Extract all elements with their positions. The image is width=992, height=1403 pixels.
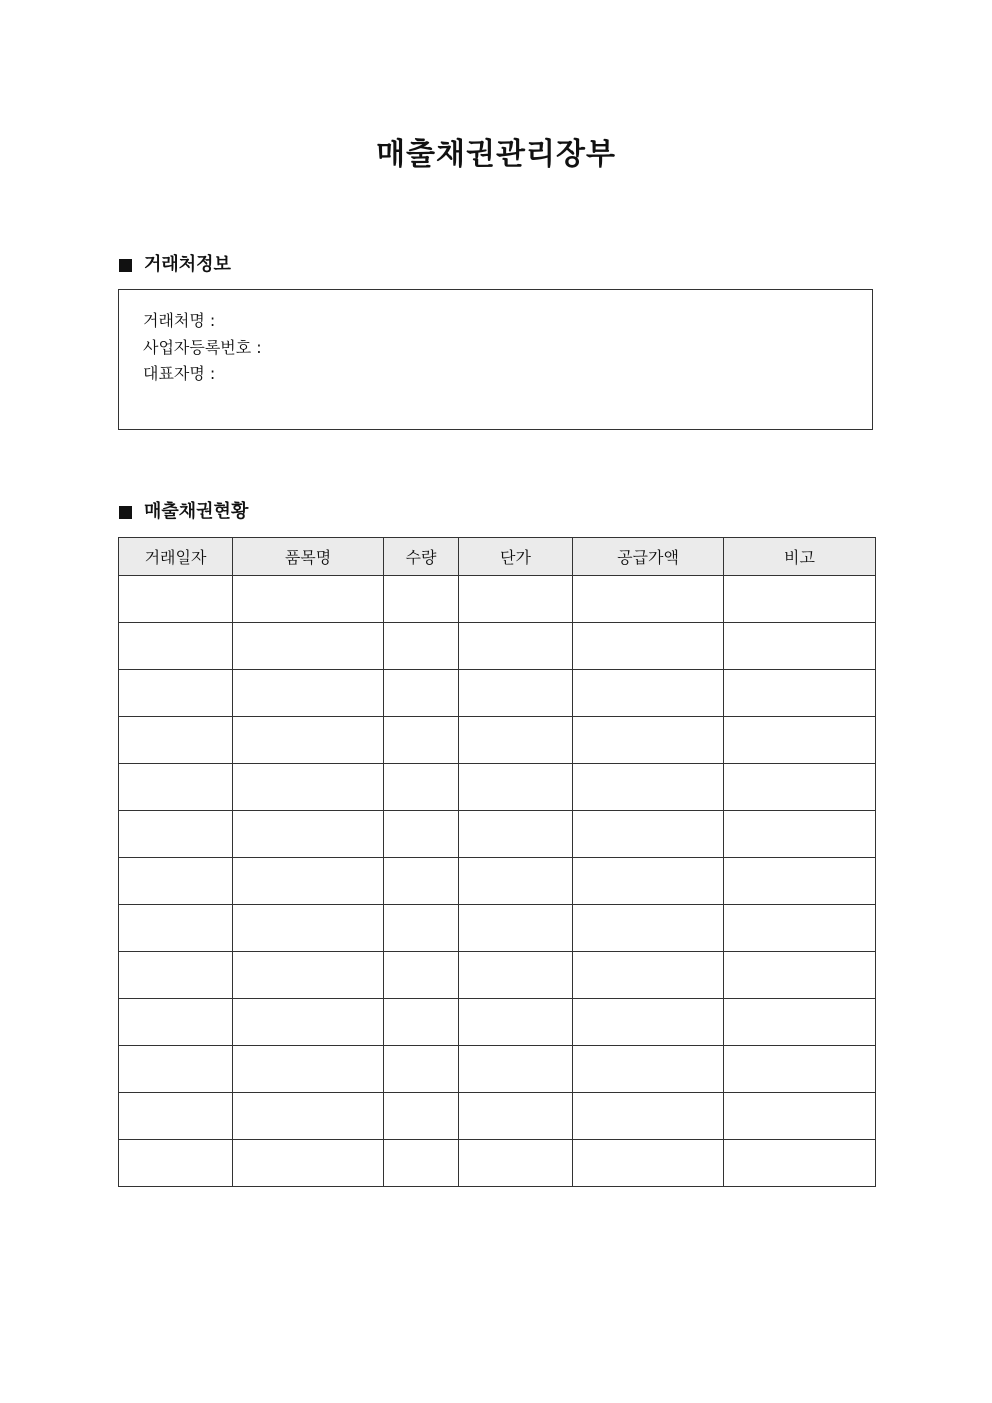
cell-date [119, 811, 233, 858]
cell-remarks [724, 670, 876, 717]
cell-quantity [384, 905, 459, 952]
cell-unit-price [459, 670, 573, 717]
cell-quantity [384, 1093, 459, 1140]
table-body [119, 576, 876, 1187]
cell-quantity [384, 576, 459, 623]
cell-date [119, 576, 233, 623]
cell-quantity [384, 811, 459, 858]
cell-supply-amount [573, 999, 724, 1046]
cell-unit-price [459, 1140, 573, 1187]
cell-supply-amount [573, 717, 724, 764]
cell-quantity [384, 1046, 459, 1093]
cell-remarks [724, 952, 876, 999]
column-header-quantity: 수량 [384, 538, 459, 576]
cell-date [119, 764, 233, 811]
table-row [119, 1093, 876, 1140]
cell-unit-price [459, 1046, 573, 1093]
cell-supply-amount [573, 952, 724, 999]
table-row [119, 623, 876, 670]
table-row [119, 952, 876, 999]
client-info-heading [119, 253, 231, 277]
cell-date [119, 717, 233, 764]
cell-quantity [384, 623, 459, 670]
cell-item [233, 670, 384, 717]
table-row [119, 576, 876, 623]
cell-date [119, 858, 233, 905]
cell-supply-amount [573, 905, 724, 952]
representative-name-field: 대표자명 : [143, 364, 216, 383]
cell-date [119, 999, 233, 1046]
cell-supply-amount [573, 576, 724, 623]
cell-remarks [724, 764, 876, 811]
client-name-field: 거래처명 : [143, 311, 216, 330]
cell-unit-price [459, 623, 573, 670]
receivables-table [118, 537, 876, 1187]
cell-item [233, 623, 384, 670]
cell-quantity [384, 717, 459, 764]
table-header-row [119, 538, 876, 576]
cell-item [233, 905, 384, 952]
cell-supply-amount [573, 1046, 724, 1093]
column-header-date: 거래일자 [119, 538, 233, 576]
table-row [119, 764, 876, 811]
cell-item [233, 1140, 384, 1187]
cell-supply-amount [573, 1093, 724, 1140]
cell-item [233, 1093, 384, 1140]
cell-unit-price [459, 576, 573, 623]
table-row [119, 1046, 876, 1093]
business-number-field: 사업자등록번호 : [143, 337, 262, 357]
cell-remarks [724, 1046, 876, 1093]
page-title: 매출채권관리장부 [376, 137, 616, 172]
cell-date [119, 623, 233, 670]
cell-remarks [724, 717, 876, 764]
cell-item [233, 717, 384, 764]
table-row [119, 858, 876, 905]
cell-item [233, 764, 384, 811]
cell-date [119, 905, 233, 952]
table-row [119, 670, 876, 717]
receivables-table-wrap [118, 537, 875, 1187]
cell-supply-amount [573, 764, 724, 811]
cell-quantity [384, 952, 459, 999]
square-bullet-icon [119, 259, 132, 272]
table-row [119, 999, 876, 1046]
cell-quantity [384, 670, 459, 717]
client-info-heading-label: 거래처정보 [144, 254, 231, 275]
cell-item [233, 1046, 384, 1093]
table-row [119, 717, 876, 764]
cell-supply-amount [573, 623, 724, 670]
cell-supply-amount [573, 811, 724, 858]
client-info-box [118, 289, 873, 430]
square-bullet-icon [119, 506, 132, 519]
cell-remarks [724, 858, 876, 905]
cell-date [119, 952, 233, 999]
cell-unit-price [459, 764, 573, 811]
column-header-item: 품목명 [233, 538, 384, 576]
cell-unit-price [459, 1093, 573, 1140]
cell-item [233, 858, 384, 905]
cell-remarks [724, 905, 876, 952]
cell-remarks [724, 623, 876, 670]
cell-date [119, 670, 233, 717]
client-info-fields [143, 308, 262, 388]
column-header-remarks: 비고 [724, 538, 876, 576]
table-row [119, 905, 876, 952]
cell-supply-amount [573, 670, 724, 717]
cell-unit-price [459, 999, 573, 1046]
receivables-heading [119, 500, 248, 524]
cell-item [233, 999, 384, 1046]
cell-remarks [724, 1093, 876, 1140]
cell-supply-amount [573, 1140, 724, 1187]
receivables-heading-label: 매출채권현황 [144, 501, 249, 522]
cell-date [119, 1046, 233, 1093]
cell-date [119, 1093, 233, 1140]
cell-unit-price [459, 858, 573, 905]
cell-quantity [384, 858, 459, 905]
cell-quantity [384, 764, 459, 811]
cell-supply-amount [573, 858, 724, 905]
cell-remarks [724, 999, 876, 1046]
cell-date [119, 1140, 233, 1187]
cell-unit-price [459, 905, 573, 952]
cell-item [233, 811, 384, 858]
cell-remarks [724, 811, 876, 858]
cell-unit-price [459, 952, 573, 999]
column-header-unit-price: 단가 [459, 538, 573, 576]
cell-unit-price [459, 811, 573, 858]
cell-remarks [724, 1140, 876, 1187]
cell-remarks [724, 576, 876, 623]
cell-item [233, 576, 384, 623]
table-row [119, 1140, 876, 1187]
cell-quantity [384, 999, 459, 1046]
cell-quantity [384, 1140, 459, 1187]
column-header-supply-amount: 공급가액 [573, 538, 724, 576]
cell-item [233, 952, 384, 999]
cell-unit-price [459, 717, 573, 764]
table-row [119, 811, 876, 858]
